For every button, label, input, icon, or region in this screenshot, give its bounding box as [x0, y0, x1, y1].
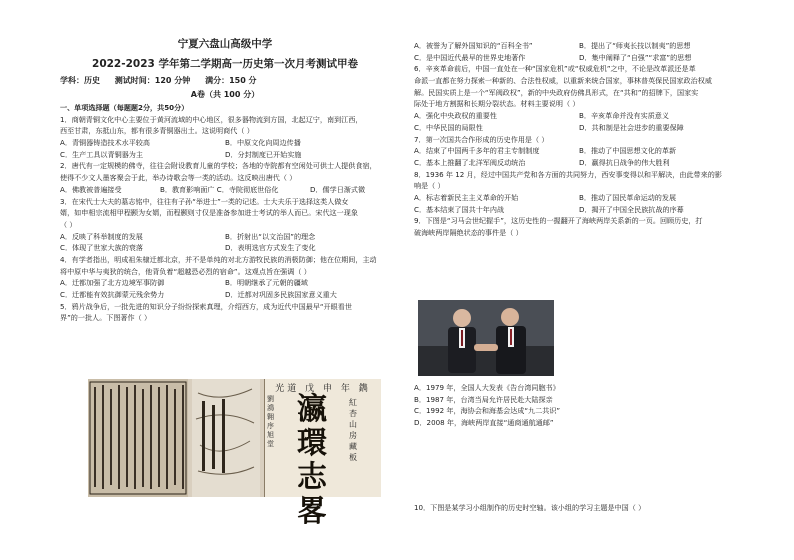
option: A．结束了中国两千多年的君主专制制度: [414, 146, 540, 156]
handshake-figures: [418, 300, 554, 376]
question-line: 解。民国实质上是一个“军阀政权”，新的中央政府仿佛具形式，在“共和”的招牌下，国家实: [414, 87, 699, 97]
question-line: 命派一直都在努力探索一种新的、合法性权威，以重新来统合国家，事林普英保民国家政治权威: [414, 76, 712, 86]
question-line: 破海峡两岸隔绝状态的事件是（ ）: [414, 228, 523, 237]
subject: 学科：历史: [60, 76, 100, 85]
question-line: 将中原中华与夷狄的统合，他背负着“超越恐必烈的宿命”。这观点旨在强调（ ）: [60, 266, 311, 276]
question-line: 6．辛亥革命前后，中国一直处在一种“国家危机”或“权威危机”之中，不论是改革派还是革: [414, 64, 696, 74]
option-row: [60, 277, 390, 289]
option: B．折射出“以文治国”的理念: [225, 231, 316, 241]
book-stamp: 紅杏山房藏板: [349, 398, 357, 462]
option: B．推动了国民革命运动的发展: [579, 192, 677, 202]
question-line: 8．1936 年 12 月，经过中国共产党和各方面的共同努力，西安事变得以和平解决，由此带来的影: [414, 169, 722, 179]
exam-meta: [60, 74, 390, 88]
section-title: 一、单项选择题（每题题2分，共50分）: [60, 103, 189, 112]
question-line: （ ）: [60, 219, 77, 229]
option: A．被誉为了解外国知识的“百科全书”: [414, 41, 533, 50]
option-row: [60, 289, 390, 301]
option-row: [60, 137, 390, 149]
option: C．基本结束了国共十年内战: [414, 204, 505, 214]
q9-options: [414, 382, 744, 429]
question-line: 西至甘肃，东抵山东，都有很多青铜器出土。这说明商代（ ）: [60, 126, 254, 136]
book-cover-image: [88, 379, 380, 529]
book-map-page: [192, 379, 260, 497]
option: A．强化中央政权的重要性: [414, 111, 497, 121]
option: B．教育影响面广 C．寺院彻底世俗化: [160, 184, 279, 194]
option: D．共和制是社会进步的重要保障: [579, 122, 684, 132]
option: C．1992 年，海协会和海基会达成“九二共识”: [414, 406, 561, 416]
option: B．推动了中国思想文化的革新: [579, 146, 677, 156]
option: D．揭开了中国全民族抗战的序幕: [579, 204, 684, 214]
volume-title: A卷（共 100 分）: [190, 90, 260, 99]
option: D．分封制度已开始实施: [225, 149, 302, 159]
option: C．中华民国的局限性: [414, 122, 483, 132]
question-line: 界”的一批人。下图著作（ ）: [60, 313, 152, 323]
school-name: 宁夏六盘山高级中学: [177, 38, 273, 50]
question-line: 使得不少文人墨客聚会于此，举办诗歌会等一类的活动。这反映出唐代（ ）: [60, 173, 297, 183]
option: A．佛教被普遍接受: [60, 184, 122, 194]
option: D．集中阐释了“自强”“求富”的思想: [579, 52, 692, 62]
option: A．青铜器铸造技术水平较高: [60, 138, 150, 148]
book-map-lines: [192, 379, 260, 497]
option-row: [60, 231, 390, 243]
option: A．反映了科举制度的发展: [60, 231, 143, 241]
book-title-page: [264, 379, 381, 529]
option-row: [60, 184, 390, 196]
option-row: [414, 122, 744, 134]
question-line: 响是（ ）: [414, 181, 445, 191]
option: D．赢得抗日战争的伟大胜利: [579, 157, 670, 167]
test-time: 测试时间：120 分钟: [114, 76, 191, 85]
option: B．辛亥革命并没有实质意义: [579, 111, 669, 121]
option: A．标志着新民主主义革命的开始: [414, 192, 519, 202]
option-row: [414, 110, 744, 122]
option: C．迁都能有效抗御蒙元残余势力: [60, 290, 165, 299]
option: B．1987 年，台湾当局允许居民赴大陆探亲: [414, 394, 553, 404]
option: B．中原文化向周边传播: [225, 138, 301, 148]
question-line: 3．在宋代士大夫的墓志铭中，往往有子孙“举进士”一类的记述。士大夫乐于选择这类人做女: [60, 196, 349, 206]
question-line: 婿，如申相宗流相甲程颢为女婿，而程颢则寸仅是准备参加进士考试的举人而已。宋代这一现象: [60, 208, 358, 218]
right-column: [414, 40, 744, 239]
option: A．1979 年，全国人大发表《告台湾同胞书》: [414, 383, 560, 392]
option: B．明朝继承了元朝的疆域: [225, 278, 308, 288]
option-row: [414, 204, 744, 216]
option: D．表明选官方式发生了变化: [225, 243, 316, 253]
exam-title: 2022-2023 学年第二学期高一历史第一次月考测试甲卷: [92, 58, 358, 70]
question-line: 际处于地方割据和长期分裂状态。材料主要说明（ ）: [414, 99, 580, 109]
handshake-photo: [418, 300, 554, 376]
q10-line: [414, 502, 744, 514]
option: C．生产工具以青铜器为主: [60, 149, 143, 159]
option: C．体现了世家大族的衰落: [60, 243, 143, 253]
option-row: [414, 145, 744, 157]
option-row: [414, 40, 744, 52]
option-row: [414, 52, 744, 64]
question-line: 5．鸦片战争后，一批先进的知识分子纷纷探索真理，介绍西方，成为近代中国最早“开眼看世: [60, 301, 352, 311]
question-line: 4．有学者指出，明成祖朱棣迁都北京，并不是单纯的对北方游牧民族的消极防御；他在位期间，主动: [60, 254, 377, 264]
option: D．2008 年，海峡两岸直接“通商通航通邮”: [414, 418, 554, 428]
question-line: 10．下图是某学习小组制作的历史时空轴。该小组的学习主题是中国（ ）: [414, 503, 646, 512]
book-text-page: [88, 379, 188, 497]
question-line: 1．商朝青铜文化中心主要位于黄河流域的中心地区，很多器物流到方国，北起辽宁，南到江西，: [60, 114, 363, 124]
option-row: [414, 192, 744, 204]
option: D．迁都对巩固多民族国家意义重大: [225, 290, 337, 299]
option: C．基本上推翻了北洋军阀反动统治: [414, 157, 526, 167]
left-column: [60, 0, 390, 324]
question-line: 2．唐代有一定规模的佛寺，往往会附设教育儿童的学校；各地的寺院都有空闲处可供士人提供食宿，: [60, 161, 377, 171]
book-top-text: 光道 戊 申 年 鐫: [275, 384, 371, 394]
option-row: [414, 157, 744, 169]
question-line: 9．下图是“习马会世纪握手”，这历史性的一握翻开了海峡两岸关系新的一页。回顾历史，打: [414, 216, 703, 226]
option: C．是中国近代最早的世界史地著作: [414, 52, 526, 62]
option: A．迁都加强了北方边境军事防御: [60, 278, 165, 288]
option: D．儒学日渐式微: [310, 184, 366, 194]
option-row: [60, 149, 390, 161]
question-line: 7．第一次国共合作形成的历史作用是（ ）: [414, 134, 549, 144]
option: B．提出了“师夷长技以制夷”的思想: [579, 41, 691, 50]
full-score: 满分：150 分: [205, 76, 257, 85]
option-row: [60, 242, 390, 254]
book-title: 瀛環志畧: [297, 392, 327, 529]
book-text-lines: [88, 379, 188, 497]
book-side-text: 劉鴻翱 序 旭堂: [267, 395, 274, 448]
